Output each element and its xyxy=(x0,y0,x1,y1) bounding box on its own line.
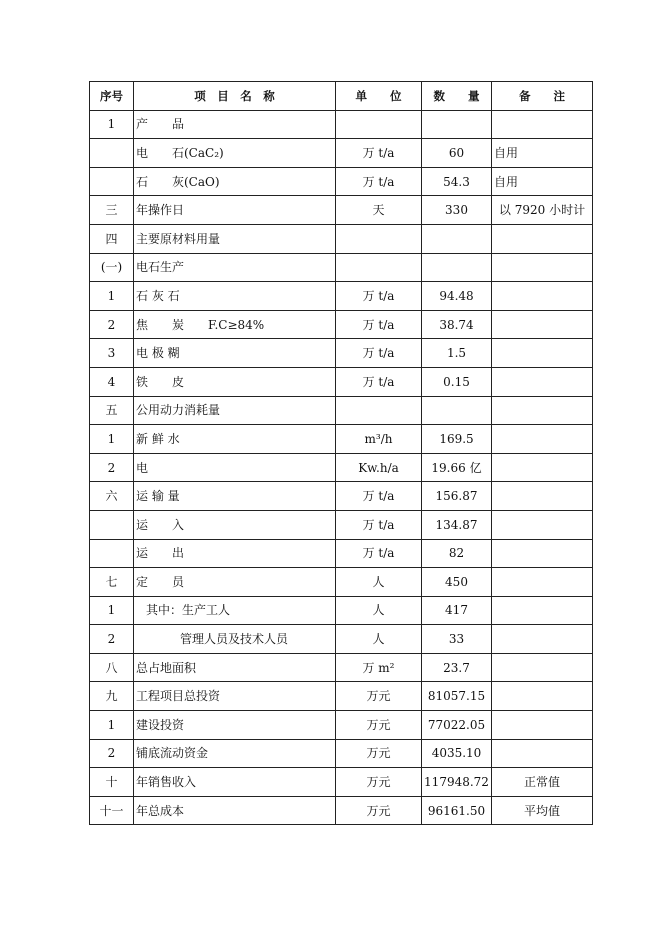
table-row xyxy=(90,224,593,253)
row-remark xyxy=(492,711,593,740)
row-quantity: 38.74 xyxy=(422,310,492,339)
row-remark xyxy=(492,682,593,711)
row-item-name: 工程项目总投资 xyxy=(134,682,336,711)
row-number: 1 xyxy=(90,425,134,454)
row-quantity xyxy=(422,224,492,253)
row-unit: 万元 xyxy=(336,711,422,740)
row-remark xyxy=(492,367,593,396)
row-quantity: 33 xyxy=(422,625,492,654)
row-unit: 人 xyxy=(336,625,422,654)
row-unit: 万 t/a xyxy=(336,367,422,396)
row-unit: 万元 xyxy=(336,682,422,711)
row-unit xyxy=(336,110,422,139)
row-remark xyxy=(492,310,593,339)
row-number: 2 xyxy=(90,625,134,654)
row-number: 三 xyxy=(90,196,134,225)
table-row xyxy=(90,739,593,768)
row-item-name: 新 鲜 水 xyxy=(134,425,336,454)
row-item-name: 总占地面积 xyxy=(134,653,336,682)
row-unit: 万元 xyxy=(336,768,422,797)
table-row xyxy=(90,682,593,711)
table-row xyxy=(90,110,593,139)
row-unit: 万 t/a xyxy=(336,310,422,339)
row-unit: 万元 xyxy=(336,739,422,768)
row-item-name: 建设投资 xyxy=(134,711,336,740)
row-remark: 正常值 xyxy=(492,768,593,797)
row-remark xyxy=(492,653,593,682)
row-item-name: 主要原材料用量 xyxy=(134,224,336,253)
row-remark xyxy=(492,425,593,454)
row-quantity: 0.15 xyxy=(422,367,492,396)
row-unit xyxy=(336,396,422,425)
table-row xyxy=(90,453,593,482)
row-number: 六 xyxy=(90,482,134,511)
header-no: 序号 xyxy=(90,82,134,111)
row-quantity: 23.7 xyxy=(422,653,492,682)
row-item-name: 运 输 量 xyxy=(134,482,336,511)
row-item-name: 电石生产 xyxy=(134,253,336,282)
row-number: 1 xyxy=(90,596,134,625)
row-quantity: 60 xyxy=(422,139,492,168)
row-remark xyxy=(492,339,593,368)
row-remark xyxy=(492,110,593,139)
row-number: 4 xyxy=(90,367,134,396)
table-row xyxy=(90,596,593,625)
row-number: 2 xyxy=(90,453,134,482)
header-name: 项 目 名 称 xyxy=(134,82,336,111)
row-quantity: 134.87 xyxy=(422,510,492,539)
row-unit: 万 t/a xyxy=(336,282,422,311)
table-row xyxy=(90,196,593,225)
row-remark xyxy=(492,224,593,253)
row-unit: 万 t/a xyxy=(336,167,422,196)
row-unit: 万元 xyxy=(336,796,422,825)
row-remark: 自用 xyxy=(492,139,593,168)
row-number: 八 xyxy=(90,653,134,682)
row-remark xyxy=(492,510,593,539)
row-number: 1 xyxy=(90,711,134,740)
row-unit: 万 t/a xyxy=(336,510,422,539)
row-quantity: 94.48 xyxy=(422,282,492,311)
row-item-name: 石 灰 石 xyxy=(134,282,336,311)
row-item-name: 电 xyxy=(134,453,336,482)
row-quantity xyxy=(422,253,492,282)
row-unit: 人 xyxy=(336,568,422,597)
row-number xyxy=(90,167,134,196)
row-unit: 天 xyxy=(336,196,422,225)
table-header-row xyxy=(90,82,593,111)
row-item-name: 公用动力消耗量 xyxy=(134,396,336,425)
table-body xyxy=(90,110,593,825)
row-unit: 万 t/a xyxy=(336,139,422,168)
row-remark xyxy=(492,396,593,425)
row-item-name: 产 品 xyxy=(134,110,336,139)
row-remark xyxy=(492,539,593,568)
row-item-name: 铺底流动资金 xyxy=(134,739,336,768)
table-row xyxy=(90,167,593,196)
row-item-name: 石 灰(CaO) xyxy=(134,167,336,196)
specification-table xyxy=(89,81,593,825)
table-row xyxy=(90,711,593,740)
row-item-name: 电 石(CaC₂) xyxy=(134,139,336,168)
table-row xyxy=(90,139,593,168)
row-quantity: 96161.50 xyxy=(422,796,492,825)
row-number: 2 xyxy=(90,739,134,768)
row-unit: 万 t/a xyxy=(336,539,422,568)
row-remark xyxy=(492,482,593,511)
row-number: 1 xyxy=(90,282,134,311)
row-remark xyxy=(492,282,593,311)
table-row xyxy=(90,568,593,597)
row-remark xyxy=(492,568,593,597)
row-remark: 以 7920 小时计 xyxy=(492,196,593,225)
table-row xyxy=(90,653,593,682)
row-number: 3 xyxy=(90,339,134,368)
row-unit xyxy=(336,224,422,253)
row-unit xyxy=(336,253,422,282)
row-item-name: 年销售收入 xyxy=(134,768,336,797)
table-row xyxy=(90,796,593,825)
row-quantity: 82 xyxy=(422,539,492,568)
row-unit: m³/h xyxy=(336,425,422,454)
row-quantity: 417 xyxy=(422,596,492,625)
table-row xyxy=(90,310,593,339)
row-unit: 万 t/a xyxy=(336,339,422,368)
row-remark: 自用 xyxy=(492,167,593,196)
table-row xyxy=(90,768,593,797)
table-row xyxy=(90,510,593,539)
row-item-name: 年操作日 xyxy=(134,196,336,225)
row-quantity: 77022.05 xyxy=(422,711,492,740)
row-item-name: 电 极 糊 xyxy=(134,339,336,368)
table-row xyxy=(90,367,593,396)
row-quantity xyxy=(422,396,492,425)
table-row xyxy=(90,396,593,425)
table-row xyxy=(90,253,593,282)
row-item-name: 其中：生产工人 xyxy=(134,596,336,625)
table-row xyxy=(90,625,593,654)
table-row xyxy=(90,482,593,511)
row-number xyxy=(90,139,134,168)
row-item-name: 运 出 xyxy=(134,539,336,568)
row-unit: Kw.h/a xyxy=(336,453,422,482)
row-number xyxy=(90,539,134,568)
row-quantity: 19.66 亿 xyxy=(422,453,492,482)
table-row xyxy=(90,425,593,454)
row-number: 四 xyxy=(90,224,134,253)
row-number: 九 xyxy=(90,682,134,711)
row-quantity xyxy=(422,110,492,139)
row-quantity: 450 xyxy=(422,568,492,597)
row-quantity: 1.5 xyxy=(422,339,492,368)
table-row xyxy=(90,339,593,368)
row-remark: 平均值 xyxy=(492,796,593,825)
row-quantity: 156.87 xyxy=(422,482,492,511)
row-number: (一) xyxy=(90,253,134,282)
row-item-name: 定 员 xyxy=(134,568,336,597)
header-remark: 备 注 xyxy=(492,82,593,111)
row-quantity: 169.5 xyxy=(422,425,492,454)
table-row xyxy=(90,539,593,568)
row-quantity: 4035.10 xyxy=(422,739,492,768)
row-item-name: 管理人员及技术人员 xyxy=(134,625,336,654)
row-quantity: 330 xyxy=(422,196,492,225)
table-row xyxy=(90,282,593,311)
row-item-name: 铁 皮 xyxy=(134,367,336,396)
header-qty: 数 量 xyxy=(422,82,492,111)
row-number xyxy=(90,510,134,539)
header-unit: 单 位 xyxy=(336,82,422,111)
row-quantity: 54.3 xyxy=(422,167,492,196)
row-number: 十一 xyxy=(90,796,134,825)
row-quantity: 81057.15 xyxy=(422,682,492,711)
row-remark xyxy=(492,596,593,625)
row-unit: 万 m² xyxy=(336,653,422,682)
row-number: 1 xyxy=(90,110,134,139)
row-number: 五 xyxy=(90,396,134,425)
row-item-name: 焦 炭 F.C≥84% xyxy=(134,310,336,339)
row-remark xyxy=(492,625,593,654)
row-number: 十 xyxy=(90,768,134,797)
row-remark xyxy=(492,453,593,482)
row-number: 七 xyxy=(90,568,134,597)
row-item-name: 运 入 xyxy=(134,510,336,539)
row-item-name: 年总成本 xyxy=(134,796,336,825)
row-quantity: 117948.72 xyxy=(422,768,492,797)
row-number: 2 xyxy=(90,310,134,339)
row-unit: 人 xyxy=(336,596,422,625)
row-remark xyxy=(492,739,593,768)
row-unit: 万 t/a xyxy=(336,482,422,511)
row-remark xyxy=(492,253,593,282)
